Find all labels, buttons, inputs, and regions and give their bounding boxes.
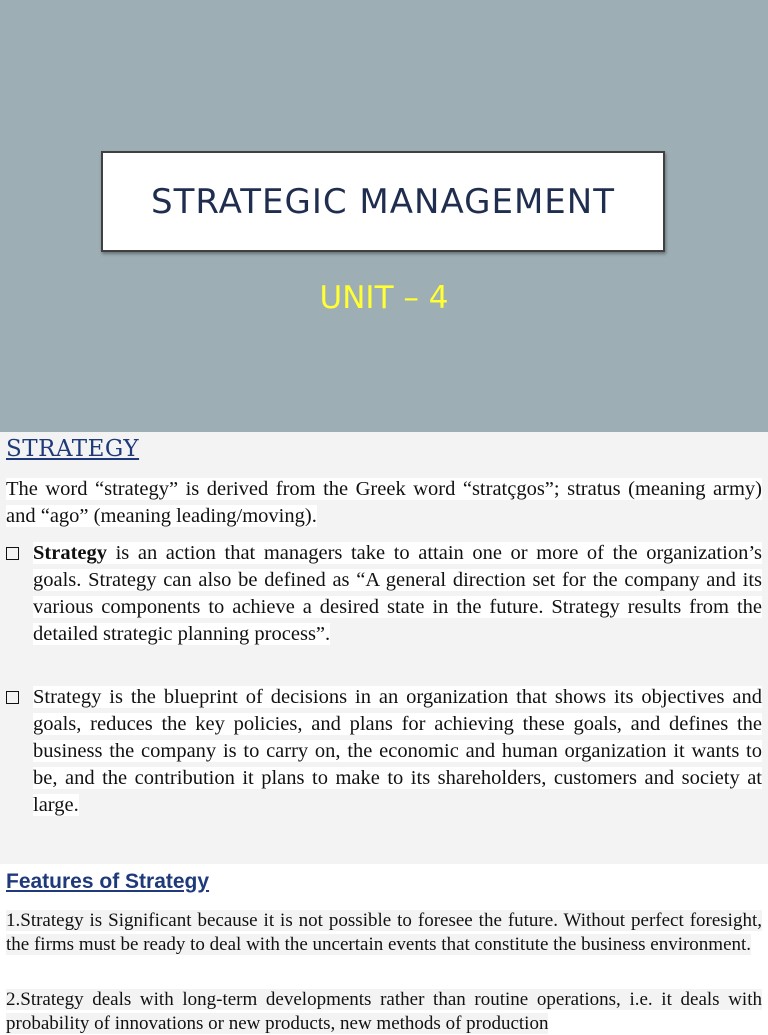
bullet-item [6,540,762,648]
bullet-bold: Strategy [33,542,108,564]
bullet-body: Strategy is the blueprint of decisions in an organization that shows its objectives and goals, reduces the key policies, and plans for achieving these goals, and defines the business the company is to carry on, the economic and human organization it wants to be, and the contribution it plans to make to its shareholders, customers and society at large. [33,686,762,816]
strategy-intro [6,476,762,530]
bullet-body: is an action that managers take to attain one or more of the organization’s goals. Strategy can also be defined as “A general direction set for the company and its various components to achieve a desired state in the future. Strategy results from the detailed strategic planning process”. [33,542,762,645]
feature-item [6,909,762,956]
feature-item [6,988,762,1035]
unit-label: UNIT – 4 [319,280,449,316]
slide-title: STRATEGIC MANAGEMENT [151,181,615,222]
features-heading: Features of Strategy [6,870,210,893]
checkbox-bullet-icon [6,547,19,560]
bullet-item [6,684,762,819]
bullet-text [33,540,762,648]
strategy-intro-text: The word “strategy” is derived from the Greek word “stratçgos”; stratus (meaning army) and “ago” (meaning leading/moving). [6,478,762,527]
strategy-heading: STRATEGY [6,436,140,462]
bullet-text [33,684,762,819]
feature-text: 2.Strategy deals with long-term developments rather than routine operations, i.e. it deals with probability of innovations or new products, new methods of production [6,989,762,1034]
feature-text: 1.Strategy is Significant because it is not possible to foresee the future. Without perfect foresight, the firms must be ready to deal with the uncertain events that constitute the business environment. [6,910,762,955]
title-slide [0,0,768,432]
checkbox-bullet-icon [6,691,19,704]
title-box [101,151,665,252]
